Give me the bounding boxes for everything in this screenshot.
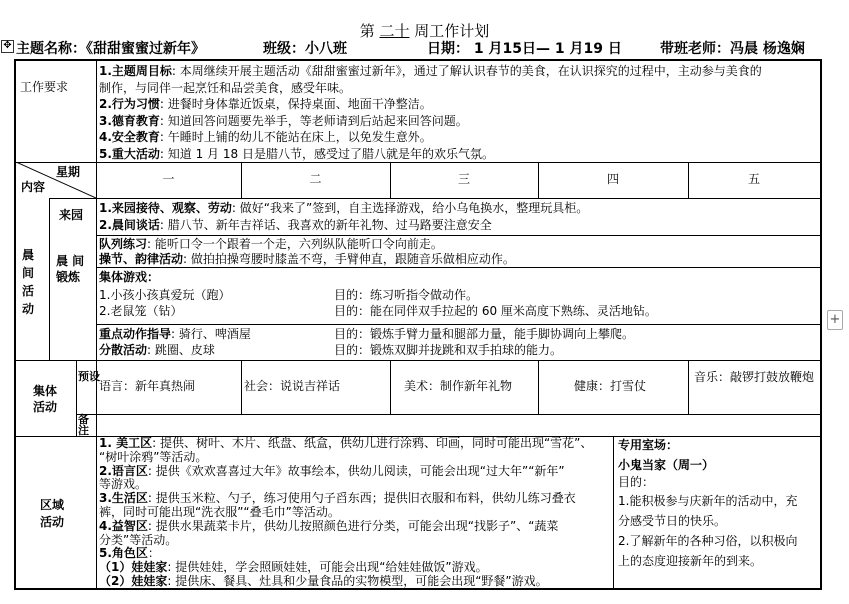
rhythm-line: 操节、韵律活动: 做拍拍操弯腰时膝盖不弯，手臂伸直，跟随音乐做相应动作。 [99,252,515,266]
area-line: （1）娃娃家: 提供娃娃，学会照顾娃娃，可能会出现“给娃娃做饭”游戏。 [99,560,488,575]
day-thu: 四 [606,172,619,186]
date-range: 日期： 1 月15日— 1 月19 日 [427,41,622,57]
work-req-line: 2.行为习惯: 进餐时身体靠近饭桌，保持桌面、地面干净整洁。 [99,97,432,111]
scatter-goal: 目的：锻炼双脚并拢跳和双手拍球的能力。 [334,343,563,357]
area-line: 4.益智区: 提供水果蔬菜卡片，供幼儿按照颜色进行分类，可能会出现“找影子”、“蔬菜 [99,518,559,533]
work-req-line: 5.重大活动: 知道 1 月 18 日是腊八节，感受过了腊八就是年的欢乐气氛。 [99,146,494,161]
add-column-plus-icon[interactable]: + [827,310,843,330]
class-name: 班级：小八班 [263,41,347,57]
area-line: 2.语言区: 提供《欢欢喜喜过大年》故事绘本，供幼儿阅读，可能会出现“过大年”“新年” [99,463,565,478]
group-fri: 音乐：敲锣打鼓放鞭炮 [693,370,814,384]
day-tue: 二 [309,172,322,186]
game-1: 1.小孩小孩真爱玩（跑） [99,288,231,302]
exercise-label-1: 晨 间 [56,254,85,268]
game-1-goal: 目的：练习听指令做动作。 [334,288,479,302]
area-line: 裤，同时可能出现“洗衣服”“叠毛巾”等活动。 [99,505,340,519]
special-title: 专用室场： [618,438,679,452]
area-line: 分类”等活动。 [99,532,178,547]
area-line: 3.生活区: 提供玉米粒、勺子，练习使用勺子舀东西；提供旧衣服和布料，供幼儿练习叠衣 [99,491,576,506]
teachers: 带班老师：冯晨 杨逸娴 [660,41,805,57]
group-games-title: 集体游戏： [99,270,160,284]
special-name: 小鬼当家（周一） [618,458,715,472]
theme-name: 主题名称：《甜甜蜜蜜过新年》 [16,41,205,57]
area-line: 1. 美工区: 提供、树叶、木片、纸盘、纸盒，供幼儿进行涂鸦、印画，同时可能出现“雪花”、 [99,436,593,450]
week-number: 二十 [379,22,410,40]
note-label: 备注 [78,413,89,437]
day-mon: 一 [162,172,175,186]
group-mon: 语言：新年真热闹 [99,379,196,393]
work-req-line: 1.主题周目标: 本周继续开展主题活动《甜甜蜜蜜过新年》，通过了解认识春节的美食，在认识探究的过程中，主动参与美食的 [99,64,762,78]
corner-content: 内容 [21,180,46,194]
exercise-label-2: 锻炼 [56,270,81,284]
special-goals: 1.能积极参与庆新年的活动中，充 分感受节日的快乐。 2.了解新年的各种习俗，以积极向 上的态度迎接新年的到来。 [618,494,798,568]
game-2-goal: 目的：能在同伴双手拉起的 60 厘米高度下熟练、灵活地钻。 [334,304,657,318]
key-action-line: 重点动作指导: 骑行、啤酒屋 [99,327,251,341]
day-wed: 三 [457,172,470,186]
arrive-line: 1.来园接待、观察、劳动: 做好“我来了”签到，自主选择游戏，给小乌龟换水，整理玩具柜。 [99,201,589,215]
page-title: 第 二十 周工作计划 [359,22,490,40]
plan-table [14,59,822,590]
work-req-label: 工作要求 [20,80,69,94]
arrive-label: 来园 [59,208,84,222]
work-req-line: 3.德育教育: 知道回答问题要先举手，等老师请到后站起来回答问题。 [99,113,468,128]
preset-label: 预设 [78,370,100,383]
area-label-2: 活动 [40,515,65,529]
arrive-line: 2.晨间谈话: 腊八节、新年吉祥话、我喜欢的新年礼物、过马路要注意安全 [99,217,492,232]
game-2: 2.老鼠笼（钻） [99,304,183,318]
area-label-1: 区域 [40,498,65,512]
drill-line: 队列练习: 能听口令一个跟着一个走，六列纵队能听口令向前走。 [99,237,443,251]
group-label-2: 活动 [33,400,58,414]
scatter-line: 分散活动: 跳圈、皮球 [99,343,215,357]
day-fri: 五 [747,172,760,186]
area-line: 5.角色区： [99,546,160,561]
area-line: （2）娃娃家: 提供床、餐具、灶具和少量食品的实物模型，可能会出现“野餐”游戏。 [99,574,548,588]
corner-weekday: 星期 [56,165,81,179]
table-move-handle-icon[interactable]: ✥ [1,40,14,53]
key-action-goal: 目的：锻炼手臂力量和腿部力量，能手脚协调向上攀爬。 [334,327,635,341]
group-label-1: 集体 [33,384,58,398]
morning-label: 晨 间 活 动 [22,248,35,316]
group-thu: 健康：打雪仗 [574,379,647,393]
special-goal-label: 目的： [618,475,655,489]
work-req-line: 4.安全教育: 午睡时上铺的幼儿不能站在床上，以免发生意外。 [99,130,432,144]
group-wed: 美术：制作新年礼物 [404,379,513,393]
group-tue: 社会：说说吉祥话 [244,379,341,393]
area-line: 等游戏。 [99,477,148,492]
work-req-line: 制作，与同伴一起烹饪和品尝美食，感受年味。 [99,80,352,95]
area-line: “树叶涂鸦”等活动。 [99,449,208,464]
